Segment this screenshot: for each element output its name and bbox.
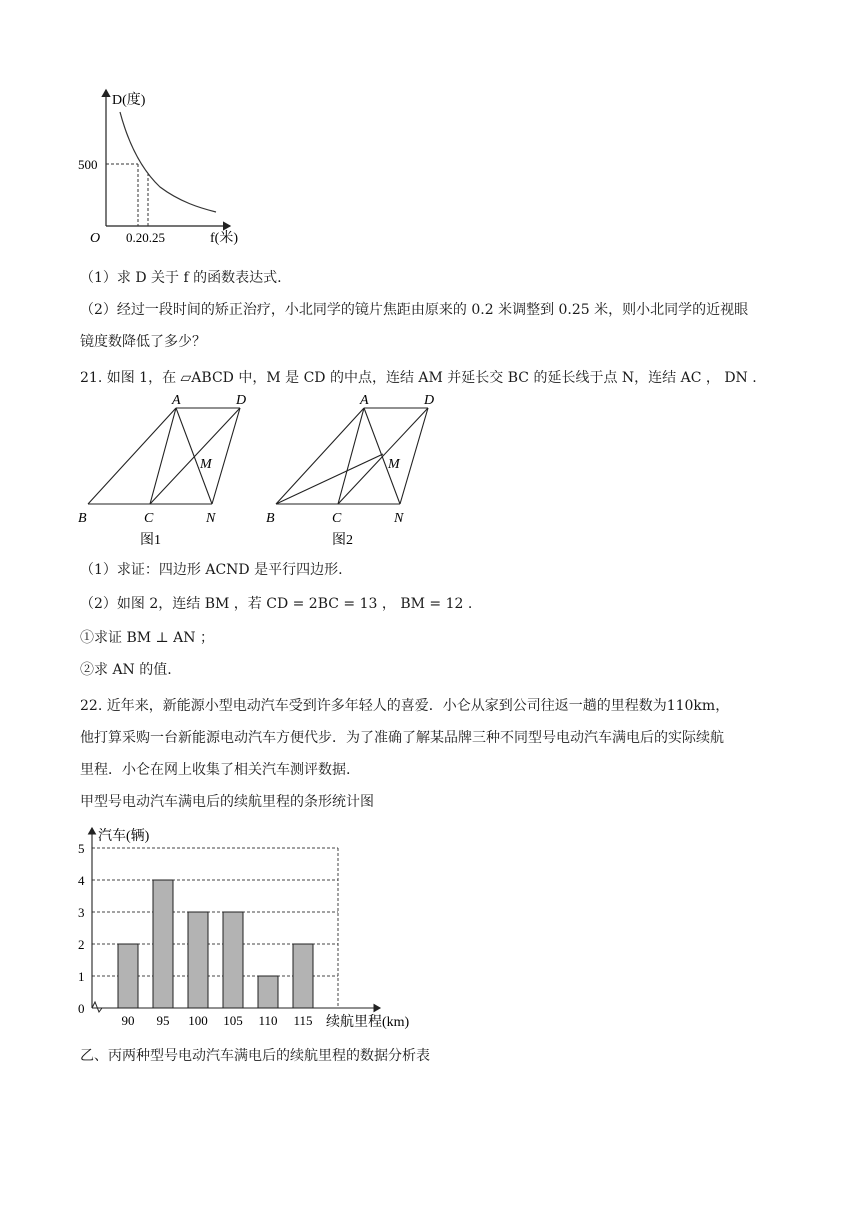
q21-stem: 21. 如图 1，在 ▱ABCD 中，M 是 CD 的中点，连结 AM 并延长交 BC 的延长线于点 N，连结 AC ， DN . [80, 370, 757, 386]
bar [258, 976, 278, 1008]
q20-part2-line1: （2）经过一段时间的矫正治疗，小北同学的镜片焦距由原来的 0.2 米调整到 0.25 米，则小北同学的近视眼 [80, 302, 749, 318]
fig1-label-M: M [200, 457, 212, 472]
q22-line1: 22. 近年来，新能源小型电动汽车受到许多年轻人的喜爱．小仑从家到公司往返一趟的里程数为110km， [80, 698, 730, 714]
q21-part2: （2）如图 2，连结 BM ，若 CD = 2BC = 13 ， BM = 12 . [80, 596, 473, 612]
q22-line2: 他打算采购一台新能源电动汽车方便代步．为了准确了解某品牌三种不同型号电动汽车满电后的实际续航 [80, 730, 724, 746]
chart-y-axis-label: 汽车(辆) [98, 829, 150, 844]
q20-part1: （1）求 D 关于 f 的函数表达式. [80, 270, 282, 286]
bar-chart [60, 820, 460, 1035]
fig2-label-M: M [388, 457, 400, 472]
q21-subpart2: ②求 AN 的值. [80, 662, 172, 678]
fig1-label-A: A [172, 394, 181, 408]
fig2-label-C: C [332, 511, 342, 526]
fig1-label-C: C [144, 511, 154, 526]
q21-figure-1 [72, 394, 262, 554]
bar [293, 944, 313, 1008]
y-tick-500: 500 [78, 157, 98, 172]
bar [223, 912, 243, 1008]
fig2-caption: 图2 [332, 533, 353, 548]
q21-part1: （1）求证：四边形 ACND 是平行四边形. [80, 562, 343, 578]
y-tick-label: 2 [78, 937, 85, 952]
x-tick-label: 115 [293, 1013, 313, 1028]
chart-x-axis-label: 续航里程(km) [326, 1015, 410, 1030]
y-axis-label: D(度) [112, 93, 146, 108]
x-tick-label: 95 [156, 1013, 170, 1028]
y-tick-label: 0 [78, 1001, 85, 1016]
q21-subpart1: ①求证 BM ⊥ AN ； [80, 630, 214, 646]
fig2-label-D: D [424, 394, 435, 408]
table-title: 乙、丙两种型号电动汽车满电后的续航里程的数据分析表 [80, 1048, 430, 1064]
x-tick-label: 100 [188, 1013, 208, 1028]
y-tick-label: 1 [78, 969, 85, 984]
fig1-label-B: B [78, 511, 87, 526]
x-axis-label: f(米) [210, 231, 238, 246]
fig1-label-D: D [236, 394, 247, 408]
fig1-caption: 图1 [140, 533, 161, 548]
x-ticks: 0.20.25 [126, 230, 165, 245]
fig2-label-B: B [266, 511, 275, 526]
fig2-label-A: A [360, 394, 369, 408]
x-tick-label: 110 [258, 1013, 278, 1028]
bar [118, 944, 138, 1008]
bar [188, 912, 208, 1008]
y-tick-label: 3 [78, 905, 85, 920]
fig2-label-N: N [394, 511, 404, 526]
bar [153, 880, 173, 1008]
x-tick-label: 105 [223, 1013, 243, 1028]
q20-part2-line2: 镜度数降低了多少？ [80, 334, 206, 350]
origin-label: O [90, 231, 101, 246]
q21-figure-2 [260, 394, 450, 554]
chart-title: 甲型号电动汽车满电后的续航里程的条形统计图 [80, 794, 374, 810]
x-tick-label: 90 [121, 1013, 135, 1028]
inverse-function-graph [70, 82, 270, 252]
fig1-label-N: N [206, 511, 216, 526]
y-tick-label: 5 [78, 841, 85, 856]
q22-line3: 里程．小仑在网上收集了相关汽车测评数据. [80, 762, 351, 778]
y-tick-label: 4 [78, 873, 85, 888]
